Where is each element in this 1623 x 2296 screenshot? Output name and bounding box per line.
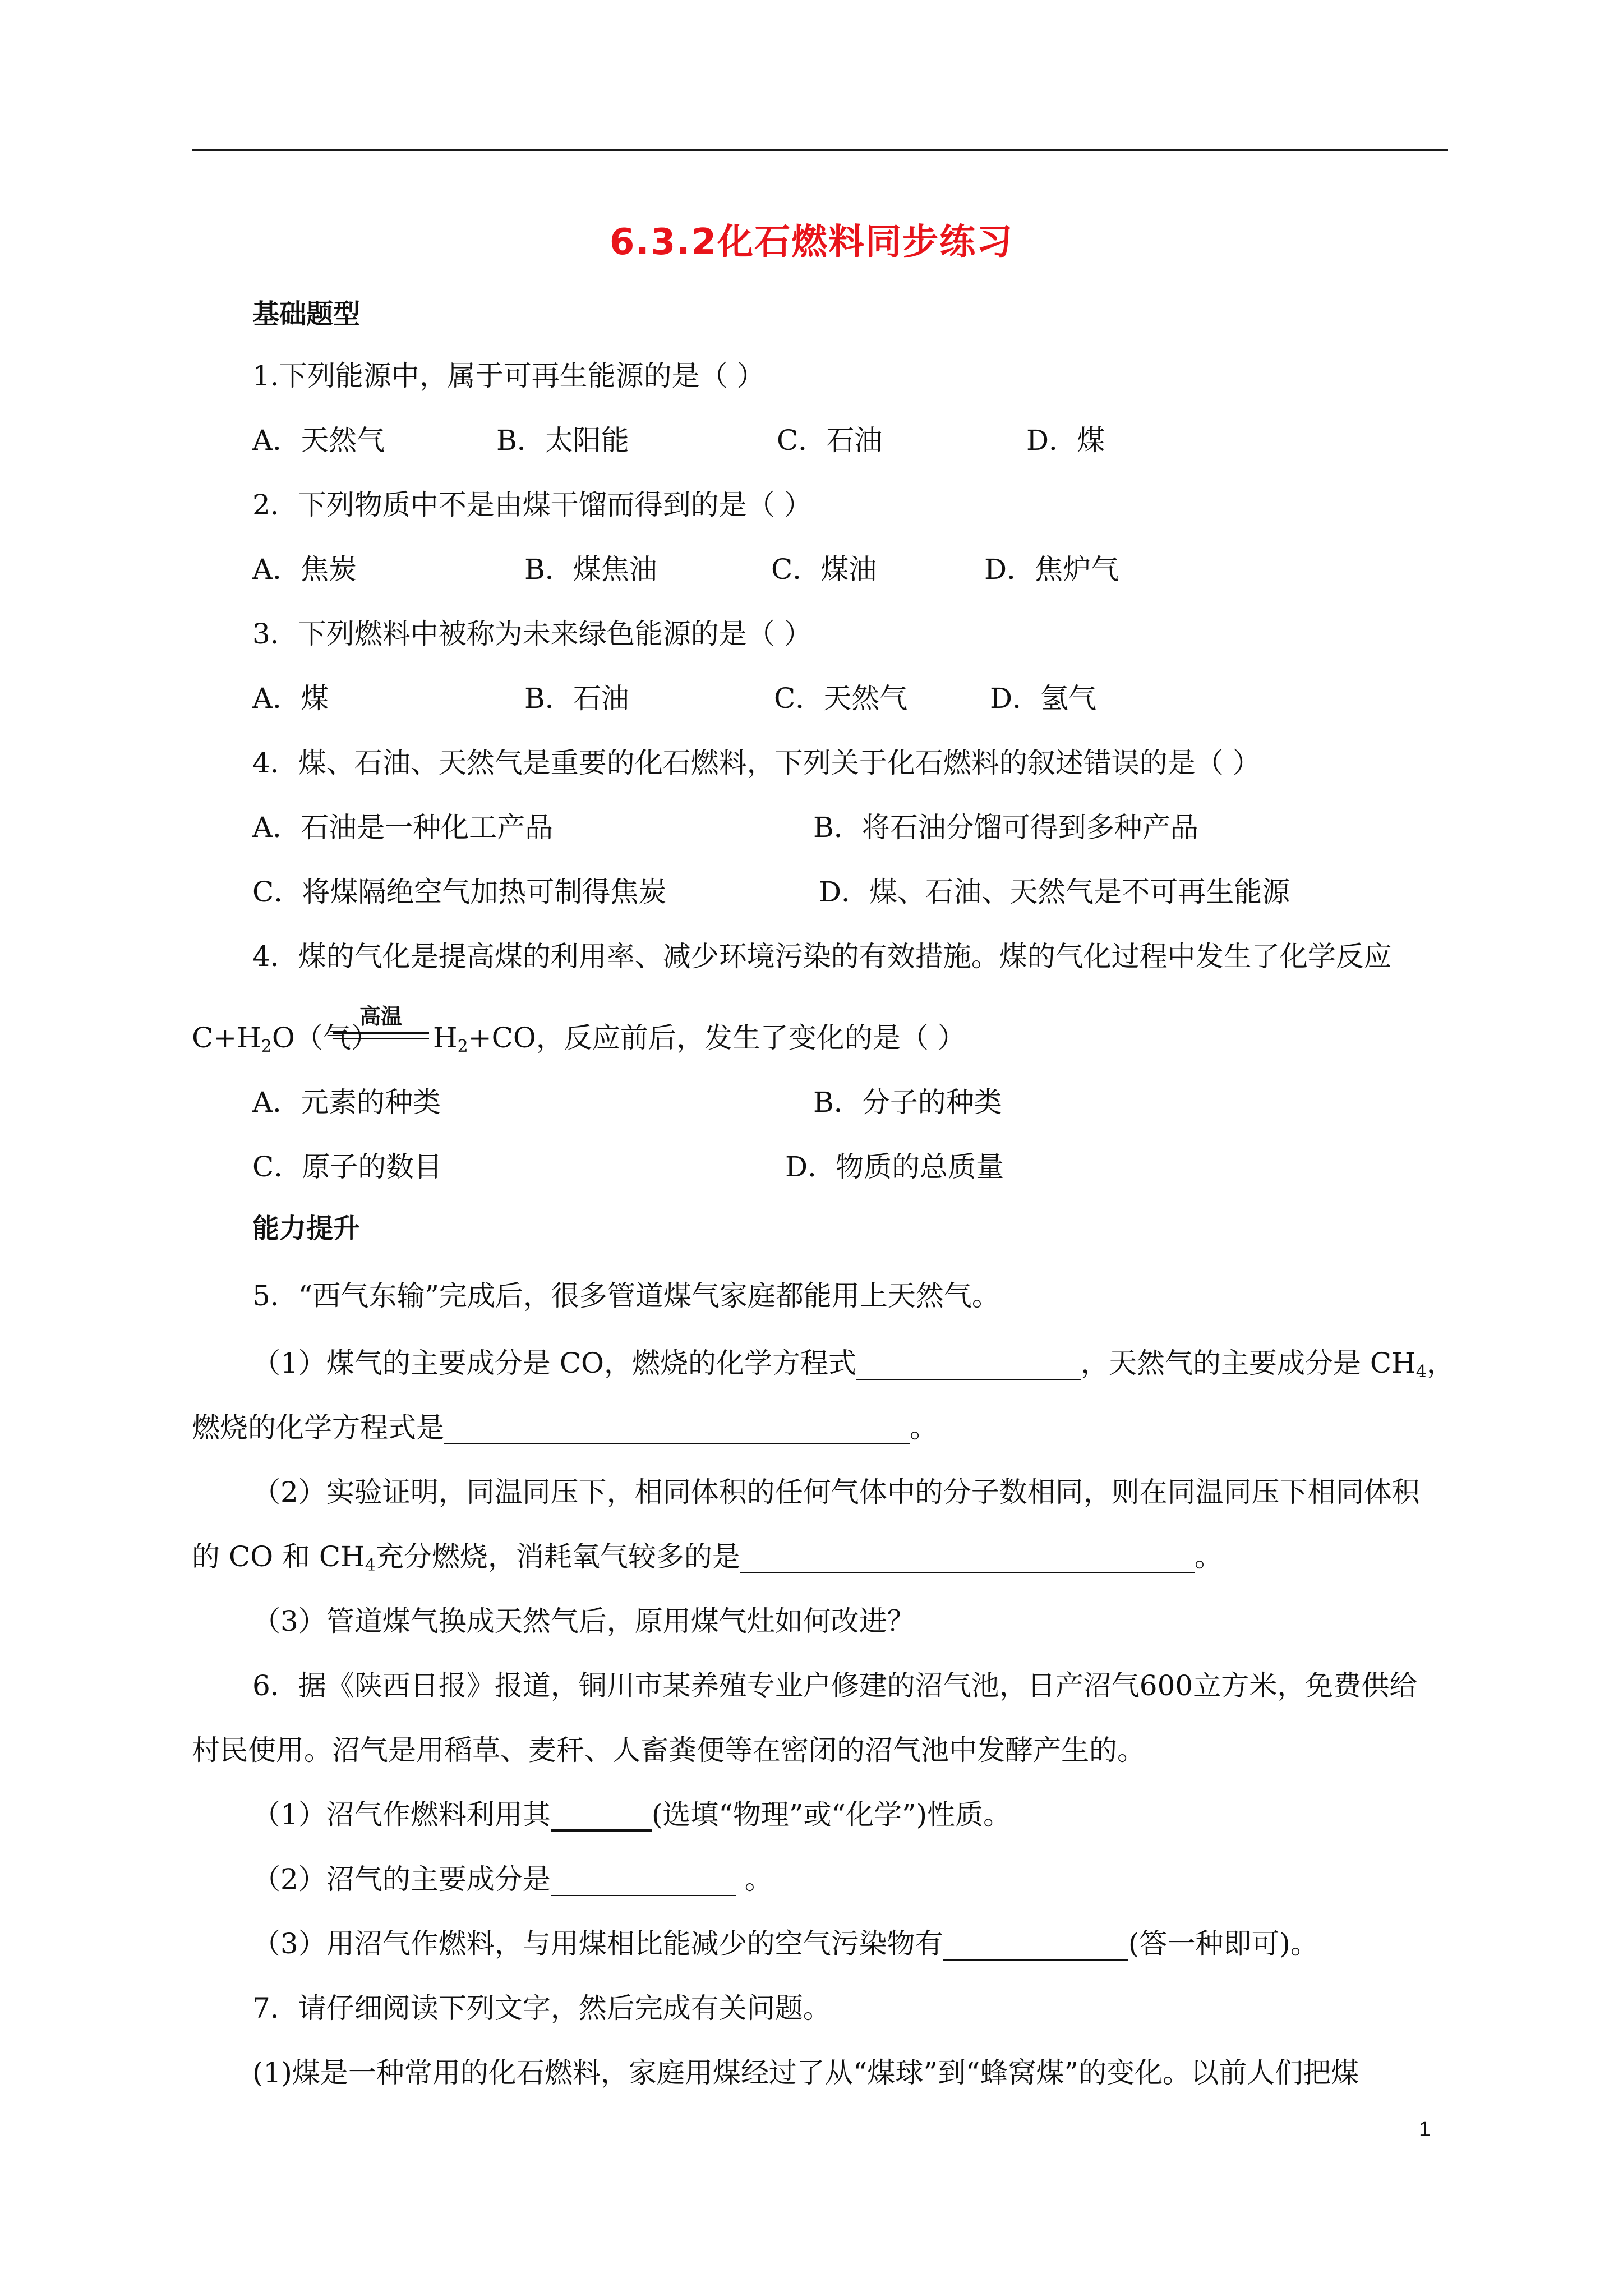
- section-advanced: 能力提升: [252, 1213, 361, 1244]
- q6-answer-blank-1[interactable]: [551, 1801, 652, 1832]
- q4b-option-b: B．分子的种类: [813, 1086, 1002, 1119]
- q6-part3: （3）用沼气作燃料，与用煤相比能减少的空气污染物有 (答一种即可)。: [252, 1927, 1318, 1960]
- q4b-option-d: D．物质的总质量: [785, 1151, 1004, 1183]
- q5-answer-blank-1[interactable]: [856, 1351, 1081, 1380]
- q3-option-c: C．天然气: [774, 682, 908, 715]
- q4-option-b: B．将石油分馏可得到多种产品: [813, 811, 1198, 844]
- q2-option-d: D．焦炉气: [984, 553, 1119, 586]
- q7-stem: 7．请仔细阅读下列文字，然后完成有关问题。: [252, 1992, 831, 2024]
- q2-option-b: B．煤焦油: [524, 553, 657, 586]
- page-title: 6.3.2化石燃料同步练习: [609, 222, 1014, 263]
- q5-answer-blank-3[interactable]: [740, 1544, 1195, 1573]
- q5-part2-line1: （2）实验证明，同温同压下，相同体积的任何气体中的分子数相同，则在同温同压下相同体积: [252, 1476, 1420, 1508]
- q5-part3: （3）管道煤气换成天然气后，原用煤气灶如何改进？: [252, 1605, 915, 1637]
- q5-part1-line1: （1）煤气的主要成分是 CO，燃烧的化学方程式 ，天然气的主要成分是 $CH_4$，: [252, 1347, 1455, 1382]
- q5-stem: 5．“西气东输”完成后，很多管道煤气家庭都能用上天然气。: [252, 1280, 1000, 1312]
- q2-stem: 2．下列物质中不是由煤干馏而得到的是（ ）: [252, 489, 812, 521]
- reaction-condition: [333, 1004, 429, 1049]
- q5-answer-blank-2[interactable]: [444, 1415, 910, 1444]
- q3-stem: 3．下列燃料中被称为未来绿色能源的是（ ）: [252, 618, 812, 650]
- q4-stem: 4．煤、石油、天然气是重要的化石燃料，下列关于化石燃料的叙述错误的是（ ）: [252, 747, 1261, 779]
- q2-option-c: C．煤油: [771, 553, 877, 586]
- q3-option-d: D．氢气: [990, 682, 1097, 715]
- q4-option-c: C．将煤隔绝空气加热可制得焦炭: [252, 876, 667, 908]
- q4b-equation-right: $H_2+CO$，反应前后，发生了变化的是（ ）: [433, 1022, 966, 1056]
- q6-stem-line1: 6．据《陕西日报》报道，铜川市某养殖专业户修建的沼气池，日产沼气600立方米，免费供给: [252, 1669, 1418, 1702]
- page-number: 1: [1419, 2118, 1431, 2141]
- reaction-condition-label: 高温: [359, 1004, 402, 1029]
- q4b-stem: 4．煤的气化是提高煤的利用率、减少环境污染的有效措施。煤的气化过程中发生了化学反应: [252, 940, 1392, 973]
- q1-option-a: A．天然气: [252, 424, 385, 457]
- section-basic: 基础题型: [252, 298, 361, 330]
- q1-option-b: B．太阳能: [496, 424, 629, 457]
- q1-stem: 1.下列能源中，属于可再生能源的是（ ）: [252, 360, 765, 392]
- q4b-option-a: A．元素的种类: [252, 1086, 441, 1119]
- q3-option-b: B．石油: [524, 682, 629, 715]
- q4b-option-c: C．原子的数目: [252, 1151, 442, 1183]
- q1-option-d: D．煤: [1026, 424, 1105, 457]
- q6-answer-blank-3[interactable]: [943, 1931, 1128, 1961]
- q4-option-d: D．煤、石油、天然气是不可再生能源: [819, 876, 1290, 908]
- header-rule: [192, 149, 1448, 151]
- q5-part2-line2: 的 CO 和 $CH_4$充分燃烧，消耗氧气较多的是 。: [192, 1540, 1223, 1575]
- q2-option-a: A．焦炭: [252, 553, 357, 586]
- equation-double-line-bottom: [333, 1038, 429, 1039]
- q6-answer-blank-2[interactable]: [551, 1867, 736, 1896]
- q4b-equation-left: $C+H_2O$（气）: [192, 1022, 379, 1056]
- q6-stem-line2: 村民使用。沼气是用稻草、麦秆、人畜粪便等在密闭的沼气池中发酵产生的。: [192, 1734, 1145, 1766]
- q4-option-a: A．石油是一种化工产品: [252, 811, 554, 844]
- q7-part1: (1)煤是一种常用的化石燃料，家庭用煤经过了从“煤球”到“蜂窝煤”的变化。以前人们把煤: [252, 2056, 1359, 2089]
- equation-double-line-top: [333, 1032, 429, 1034]
- q1-option-c: C．石油: [777, 424, 883, 457]
- q3-option-a: A．煤: [252, 682, 329, 715]
- q6-part2: （2）沼气的主要成分是 。: [252, 1863, 773, 1895]
- q5-part1-line2: 燃烧的化学方程式是 。: [192, 1411, 938, 1444]
- q6-part1: （1）沼气作燃料利用其 (选填“物理”或“化学”)性质。: [252, 1798, 1012, 1831]
